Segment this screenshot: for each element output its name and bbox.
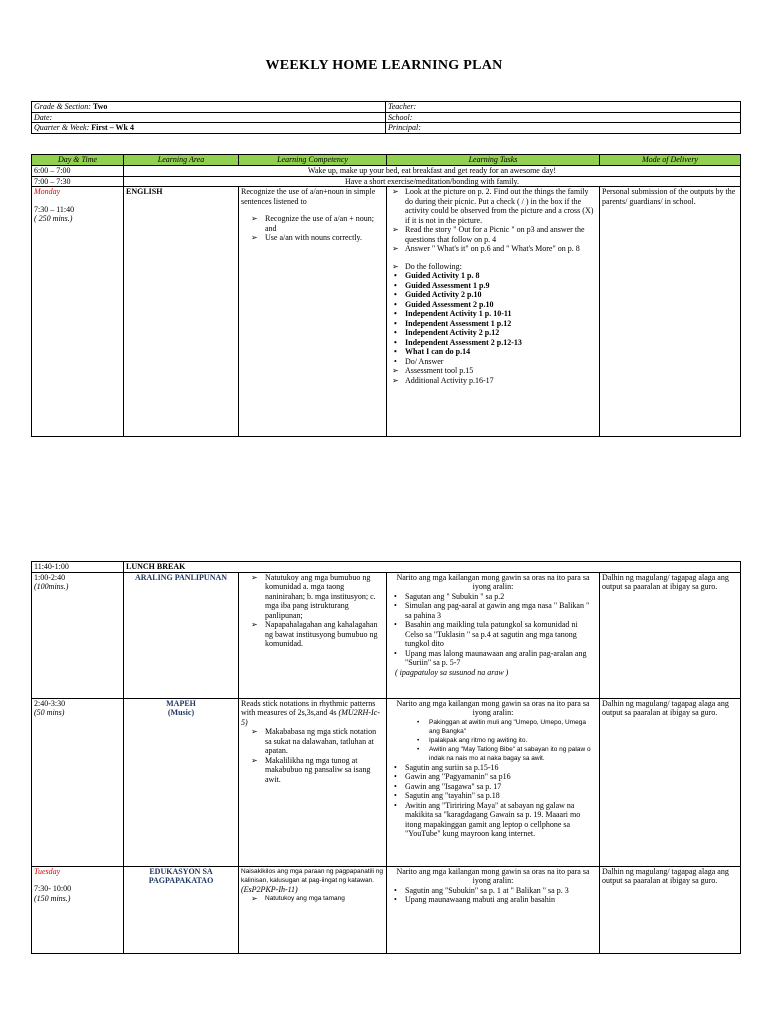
date-cell: Date: <box>32 112 386 123</box>
header-learning-area: Learning Area <box>124 155 239 166</box>
tasks-intro: Narito ang mga kailangan mong gawin sa oras na ito para sa iyong aralin: <box>396 866 590 885</box>
competency-item: ➢ Natutukoy ang mga bumubuo ng komunidad a. mga taong naninirahan; b. mga institusyon; c. mga iba pang istrukturang panlipunan; <box>241 573 384 621</box>
esp-mode: Dalhin ng magulang/ tagapag alaga ang output sa paaralan at ibigay sa guro. <box>600 866 741 953</box>
grade-cell: Grade & Section: Two <box>32 102 386 113</box>
header-learning-tasks: Learning Tasks <box>387 155 600 166</box>
mapeh-competency <box>239 698 387 866</box>
routine-time: 6:00 – 7:00 <box>32 166 124 177</box>
task-item: • Simulan ang pag-aaral at gawin ang mga nasa " Balikan " sa pahina 3 <box>389 601 597 620</box>
task-item: • Sagutan ang " Subukin " sa p.2 <box>389 592 597 602</box>
task-item: • Guided Activity 2 p.10 <box>389 290 597 300</box>
header-day-time: Day & Time <box>32 155 124 166</box>
esp-day-time <box>32 866 124 953</box>
competency-intro: Recognize the use of a/an+noun in simple sentences listened to <box>241 187 376 206</box>
task-item: • Independent Assessment 2 p.12-13 <box>389 338 597 348</box>
esp-tasks <box>387 866 600 953</box>
time-range: 7:30 – 11:40 <box>34 204 75 214</box>
learning-area-ap: ARALING PANLIPUNAN <box>124 572 239 698</box>
mapeh-mode: Dalhin ng magulang/ tagapag alaga ang output sa paaralan at ibigay sa guro. <box>600 698 741 866</box>
school-cell: School: <box>386 112 741 123</box>
competency-item: ➢ Makalilikha ng mga tunog at makabubuo ng pansaliw sa isang awit. <box>241 756 384 785</box>
duration: (50 mins) <box>34 708 65 717</box>
mapeh-day-time <box>32 698 124 866</box>
esp-row <box>32 866 741 953</box>
quarter-cell: Quarter & Week: First – Wk 4 <box>32 123 386 134</box>
task-item: • Upang mas lalong maunawaan ang aralin pag-aralan ang "Suriin" sa p. 5-7 <box>389 649 597 668</box>
time-range: 1:00-2:40 <box>34 572 66 582</box>
sub-task-item: • Ipalakpak ang ritmo ng awiting ito. <box>389 736 597 745</box>
competency-intro: Naisakikilos ang mga paraan ng pagpapanatili ng kalinisan, kalusugan at pag-iingat ng katawan. <box>241 867 384 884</box>
routine-row <box>32 166 741 177</box>
tasks-intro: Narito ang mga kailangan mong gawin sa oras na ito para sa iyong aralin: <box>396 572 590 591</box>
task-item: • Independent Assessment 1 p.12 <box>389 319 597 329</box>
task-item: • Gawin ang "Pagyamanin" sa p16 <box>389 772 597 782</box>
duration: (150 mins.) <box>34 893 71 903</box>
competency-item: ➢ Use a/an with nouns correctly. <box>241 233 384 243</box>
competency-code: (EsP2PKP-Ih-11) <box>241 884 298 894</box>
mapeh-row <box>32 698 741 866</box>
task-item: ➢ Assessment tool p.15 <box>389 366 597 376</box>
teacher-cell: Teacher: <box>386 102 741 113</box>
task-item: • Upang maunawaang mabuti ang aralin basahin <box>389 895 597 905</box>
routine-text: Have a short exercise/meditation/bonding with family. <box>124 176 741 187</box>
time-range: 2:40-3:30 <box>34 698 66 708</box>
ap-day-time <box>32 572 124 698</box>
tasks-intro: Narito ang mga kailangan mong gawin sa oras na ito para sa iyong aralin: <box>396 698 590 717</box>
task-item: • Awitin ang "Tiririring Maya" at sabayan ng galaw na makikita sa "karagdagang Gawain sa p. 19. Maaari mo itong mapakinggan gamit ang leptop o cellphone sa "YouTube" kung mayroon kang internet. <box>389 801 597 839</box>
ap-tasks <box>387 572 600 698</box>
task-item: ➢ Read the story " Out for a Picnic " on p3 and answer the questions that follow on p. 4 <box>389 225 597 244</box>
task-item: ➢ Look at the picture on p. 2. Find out the things the family do during their picnic. Put a check ( / ) in the box if the activity could be observed from the picture and a cross (X) if it is not in the picture. <box>389 187 597 225</box>
learning-area-esp: EDUKASYON SA PAGPAPAKATAO <box>124 866 239 953</box>
learning-area-english: ENGLISH <box>124 187 239 437</box>
competency-item: ➢ Recognize the use of a/an + noun; and <box>241 214 384 233</box>
task-item: • Guided Activity 1 p. 8 <box>389 271 597 281</box>
english-day-time <box>32 187 124 437</box>
task-item: • Independent Activity 1 p. 10-11 <box>389 309 597 319</box>
header-learning-competency: Learning Competency <box>239 155 387 166</box>
competency-intro: Reads stick notations in rhythmic patterns with measures of 2s,3s,and 4s (MU2RH-Ic-5) <box>241 698 380 727</box>
task-item: • Gawin ang "Isagawa" sa p. 17 <box>389 782 597 792</box>
lunch-row <box>32 562 741 573</box>
task-item: • What I can do p.14 <box>389 347 597 357</box>
english-row <box>32 187 741 437</box>
lunch-time: 11:40-1:00 <box>32 562 124 573</box>
principal-cell: Principal: <box>386 123 741 134</box>
page-title: WEEKLY HOME LEARNING PLAN <box>265 58 503 73</box>
area-name: MAPEH <box>166 698 196 708</box>
task-item: • Basahin ang maikling tula patungkol sa komunidad ni Celso sa "Tuklasin " sa p.4 at sagutin ang mga tanong tungkol dito <box>389 620 597 649</box>
task-item: • Independent Activity 2 p.12 <box>389 328 597 338</box>
plan-table-monday <box>31 154 741 437</box>
task-item: ➢ Additional Activity p.16-17 <box>389 376 597 386</box>
plan-table-afternoon <box>31 561 741 954</box>
ap-row <box>32 572 741 698</box>
competency-item: ➢ Makababasa ng mga stick notation sa sukat na dalawahan, tatluhan at apatan. <box>241 727 384 756</box>
day-label: Monday <box>34 187 61 196</box>
competency-item: ➢ Napapahalagahan ang kahalagahan ng bawat institusyong bumubuo ng komunidad. <box>241 620 384 649</box>
task-item: • Sagutin ang "tayahin" sa p.18 <box>389 791 597 801</box>
header-row <box>32 155 741 166</box>
routine-text: Wake up, make up your bed, eat breakfast and get ready for an awesome day! <box>124 166 741 177</box>
routine-time: 7:00 – 7:30 <box>32 176 124 187</box>
lunch-label: LUNCH BREAK <box>124 562 741 573</box>
esp-competency <box>239 866 387 953</box>
english-competency <box>239 187 387 437</box>
duration: ( 250 mins.) <box>34 214 73 223</box>
learning-area-mapeh <box>124 698 239 866</box>
sub-task-item: • Awitin ang "May Tatlong Bibe" at sabayan ito ng palaw o indak na nais mo at naka bagay sa awit. <box>389 745 597 763</box>
task-item: • Guided Assessment 1 p.9 <box>389 281 597 291</box>
task-item: • Sagutin ang suriin sa p.15-16 <box>389 763 597 773</box>
ap-mode: Dalhin ng magulang/ tagapag alaga ang output sa paaralan at ibigay sa guro. <box>600 572 741 698</box>
ap-competency <box>239 572 387 698</box>
day-label: Tuesday <box>34 866 61 876</box>
mapeh-tasks <box>387 698 600 866</box>
english-mode: Personal submission of the outputs by the parents/ guardians/ in school. <box>600 187 741 437</box>
task-item: • Sagutin ang "Subukin" sa p. 1 at " Balikan " sa p. 3 <box>389 886 597 896</box>
task-item: ➢ Answer " What's it" on p.6 and " What's More" on p. 8 <box>389 244 597 254</box>
duration: (100mins.) <box>34 582 69 591</box>
english-tasks <box>387 187 600 437</box>
area-sub: (Music) <box>167 708 195 717</box>
routine-row <box>32 176 741 187</box>
competency-item: ➢ Natutukoy ang mga tamang <box>241 894 384 903</box>
task-item: • Guided Assessment 2 p.10 <box>389 300 597 310</box>
task-item: ➢ Do the following: <box>389 262 597 272</box>
header-mode-of-delivery: Mode of Delivery <box>600 155 741 166</box>
sub-task-item: • Pakinggan at awitin muli ang "Umepo, Umepo, Umega ang Bangka" <box>389 718 597 736</box>
continued-note: ( ipagpatuloy sa susunod na araw ) <box>395 667 509 677</box>
time-range: 7:30- 10:00 <box>34 884 72 893</box>
task-item: • Do/ Answer <box>389 357 597 367</box>
info-table <box>31 101 741 134</box>
